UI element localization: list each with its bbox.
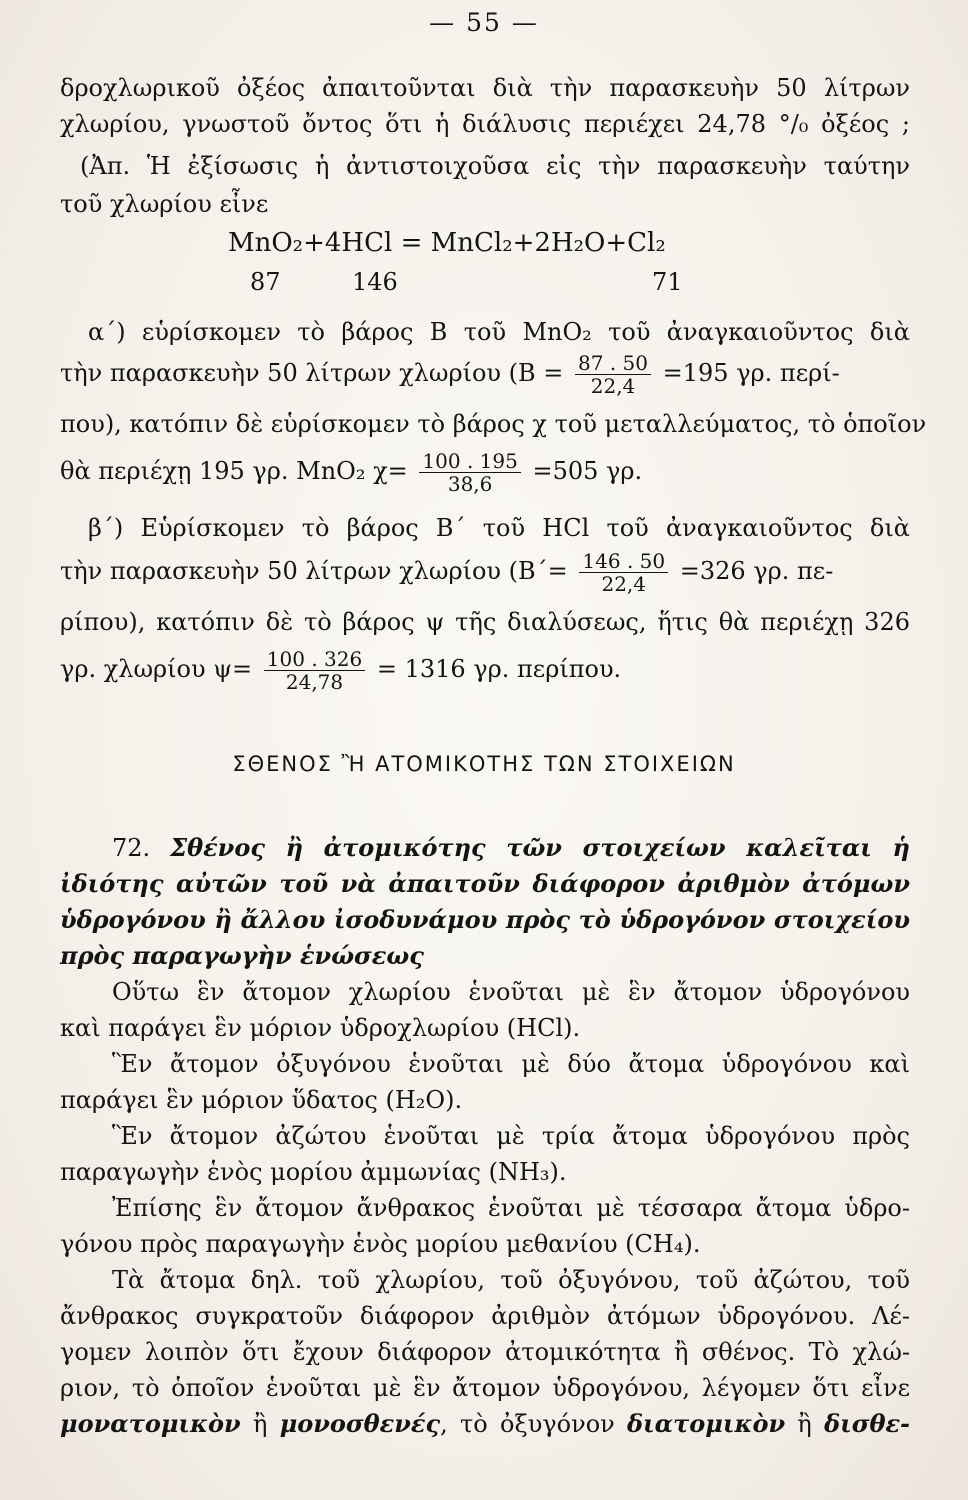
fraction-x-denominator: 38,6	[447, 472, 493, 496]
fraction-x-numerator: 100 . 195	[419, 450, 520, 473]
paragraph-line-9: Τὰ ἄτομα δηλ. τοῦ χλωρίου, τοῦ ὀξυγόνου, τοῦ ἀζώτου, τοῦ	[112, 1266, 910, 1294]
fraction-b-prime-numerator: 146 . 50	[579, 550, 668, 573]
paragraph-line-11: γομεν λοιπὸν ὅτι ἔχουν διάφορον ἀτομικότητα ἢ σθένος. Τὸ χλώ-	[60, 1338, 910, 1366]
paragraph-line-8: γόνου πρὸς παραγωγὴν ἑνὸς μορίου μεθανίου (CH₄).	[60, 1230, 701, 1258]
definition-line-1	[112, 832, 910, 864]
part-b-line-2-result: =326 γρ. πε-	[679, 557, 834, 585]
term-diatomic: διατομικὸν	[627, 1409, 786, 1438]
part-b-line-4-text: γρ. χλωρίου ψ=	[60, 655, 253, 683]
problem-line-2: χλωρίου, γνωστοῦ ὄντος ὅτι ἡ διάλυσις περιέχει 24,78 °/₀ ὀξέος ;	[60, 110, 910, 138]
term-monovalent: μονοσθενές	[279, 1409, 441, 1438]
fraction-b	[575, 352, 651, 397]
paragraph-line-6: παραγωγὴν ἑνὸς μορίου ἀμμωνίας (NH₃).	[60, 1158, 567, 1186]
part-a-line-2	[60, 352, 910, 397]
answer-line-2: τοῦ χλωρίου εἶνε	[60, 190, 269, 218]
definition-line-3: ὑδρογόνου ἢ ἄλλου ἰσοδυνάμου πρὸς τὸ ὑδρογόνον στοιχείου	[60, 905, 910, 934]
part-a-line-1: α΄) εὑρίσκομεν τὸ βάρος Β τοῦ MnO₂ τοῦ ἀναγκαιοῦντος διὰ	[88, 318, 910, 346]
section-heading: ΣΘΕΝΟΣ Ἢ ΑΤΟΜΙΚΟΤΗΣ ΤΩΝ ΣΤΟΙΧΕΙΩΝ	[232, 752, 736, 776]
mass-mno2: 87	[250, 268, 281, 296]
part-a-line-4-text: θὰ περιέχῃ 195 γρ. MnO₂ χ=	[60, 457, 408, 485]
paragraph-line-4: παράγει ἓν μόριον ὕδατος (H₂O).	[60, 1086, 463, 1114]
part-b-line-2	[60, 550, 910, 595]
fraction-b-prime	[579, 550, 668, 595]
text-oxygen: , τὸ ὀξυγόνον	[440, 1410, 628, 1438]
answer-line-1: (Ἀπ. Ἡ ἐξίσωσις ἡ ἀντιστοιχοῦσα εἰς τὴν παρασκευὴν ταύτην	[80, 152, 910, 180]
fraction-x	[419, 450, 520, 495]
fraction-b-numerator: 87 . 50	[575, 352, 651, 375]
fraction-psi	[264, 648, 365, 693]
paragraph-line-7: Ἐπίσης ἓν ἄτομον ἄνθρακος ἑνοῦται μὲ τέσσαρα ἄτομα ὑδρο-	[112, 1194, 910, 1222]
chemical-equation: MnO₂+4HCl = MnCl₂+2H₂O+Cl₂	[228, 228, 666, 258]
definition-line-4: πρὸς παραγωγὴν ἑνώσεως	[60, 941, 424, 970]
fraction-b-prime-denominator: 22,4	[601, 572, 647, 596]
paragraph-line-10: ἄνθρακος συγκρατοῦν διάφορον ἀριθμὸν ἀτόμων ὑδρογόνου. Λέ-	[60, 1302, 910, 1330]
term-divalent: δισθε-	[824, 1409, 910, 1438]
mass-cl2: 71	[652, 268, 683, 296]
text-or-2: ἢ	[785, 1410, 825, 1438]
paragraph-line-13	[60, 1408, 910, 1440]
problem-line-1: δροχλωρικοῦ ὀξέος ἀπαιτοῦνται διὰ τὴν παρασκευὴν 50 λίτρων	[60, 74, 910, 102]
page-number: — 55 —	[429, 8, 539, 37]
text-or-1: ἢ	[240, 1410, 280, 1438]
definition-text-1: Σθένος ἢ ἀτομικότης τῶν στοιχείων καλεῖται ἡ	[170, 833, 910, 862]
definition-line-2: ἰδιότης αὐτῶν τοῦ νὰ ἀπαιτοῦν διάφορον ἀριθμὸν ἀτόμων	[60, 869, 910, 898]
part-a-line-2-text: τὴν παρασκευὴν 50 λίτρων χλωρίου (Β =	[60, 359, 564, 387]
paragraph-line-3: Ἓν ἄτομον ὀξυγόνου ἑνοῦται μὲ δύο ἄτομα ὑδρογόνου καὶ	[112, 1050, 910, 1078]
fraction-psi-denominator: 24,78	[285, 670, 344, 694]
paragraph-line-2: καὶ παράγει ἓν μόριον ὑδροχλωρίου (HCl).	[60, 1014, 581, 1042]
paragraph-line-12: ριον, τὸ ὁποῖον ἑνοῦται μὲ ἓν ἄτομον ὑδρογόνου, λέγομεν ὅτι εἶνε	[60, 1374, 910, 1402]
part-a-line-4-result: =505 γρ.	[532, 457, 643, 485]
part-b-line-4-result: = 1316 γρ. περίπου.	[376, 655, 622, 683]
fraction-b-denominator: 22,4	[590, 374, 636, 398]
part-a-line-4	[60, 450, 910, 495]
term-monatomic: μονατομικὸν	[60, 1409, 241, 1438]
part-b-line-3: ρίπου), κατόπιν δὲ τὸ βάρος ψ τῆς διαλύσεως, ἥτις θὰ περιέχῃ 326	[60, 608, 910, 636]
part-b-line-1: β΄) Εὑρίσκομεν τὸ βάρος Β΄ τοῦ HCl τοῦ ἀναγκαιοῦντος διὰ	[88, 514, 910, 542]
part-b-line-2-text: τὴν παρασκευὴν 50 λίτρων χλωρίου (Β΄=	[60, 557, 568, 585]
mass-hcl: 146	[352, 268, 398, 296]
part-a-line-3: που), κατόπιν δὲ εὑρίσκομεν τὸ βάρος χ τοῦ μεταλλεύματος, τὸ ὁποῖον	[60, 410, 927, 438]
paragraph-line-1: Οὕτω ἓν ἄτομον χλωρίου ἑνοῦται μὲ ἓν ἄτομον ὑδρογόνου	[112, 978, 910, 1006]
paragraph-line-5: Ἓν ἄτομον ἀζώτου ἑνοῦται μὲ τρία ἄτομα ὑδρογόνου πρὸς	[112, 1122, 910, 1150]
definition-number: 72.	[112, 834, 151, 862]
fraction-psi-numerator: 100 . 326	[264, 648, 365, 671]
part-b-line-4	[60, 648, 910, 693]
part-a-line-2-result: =195 γρ. περί-	[662, 359, 840, 387]
